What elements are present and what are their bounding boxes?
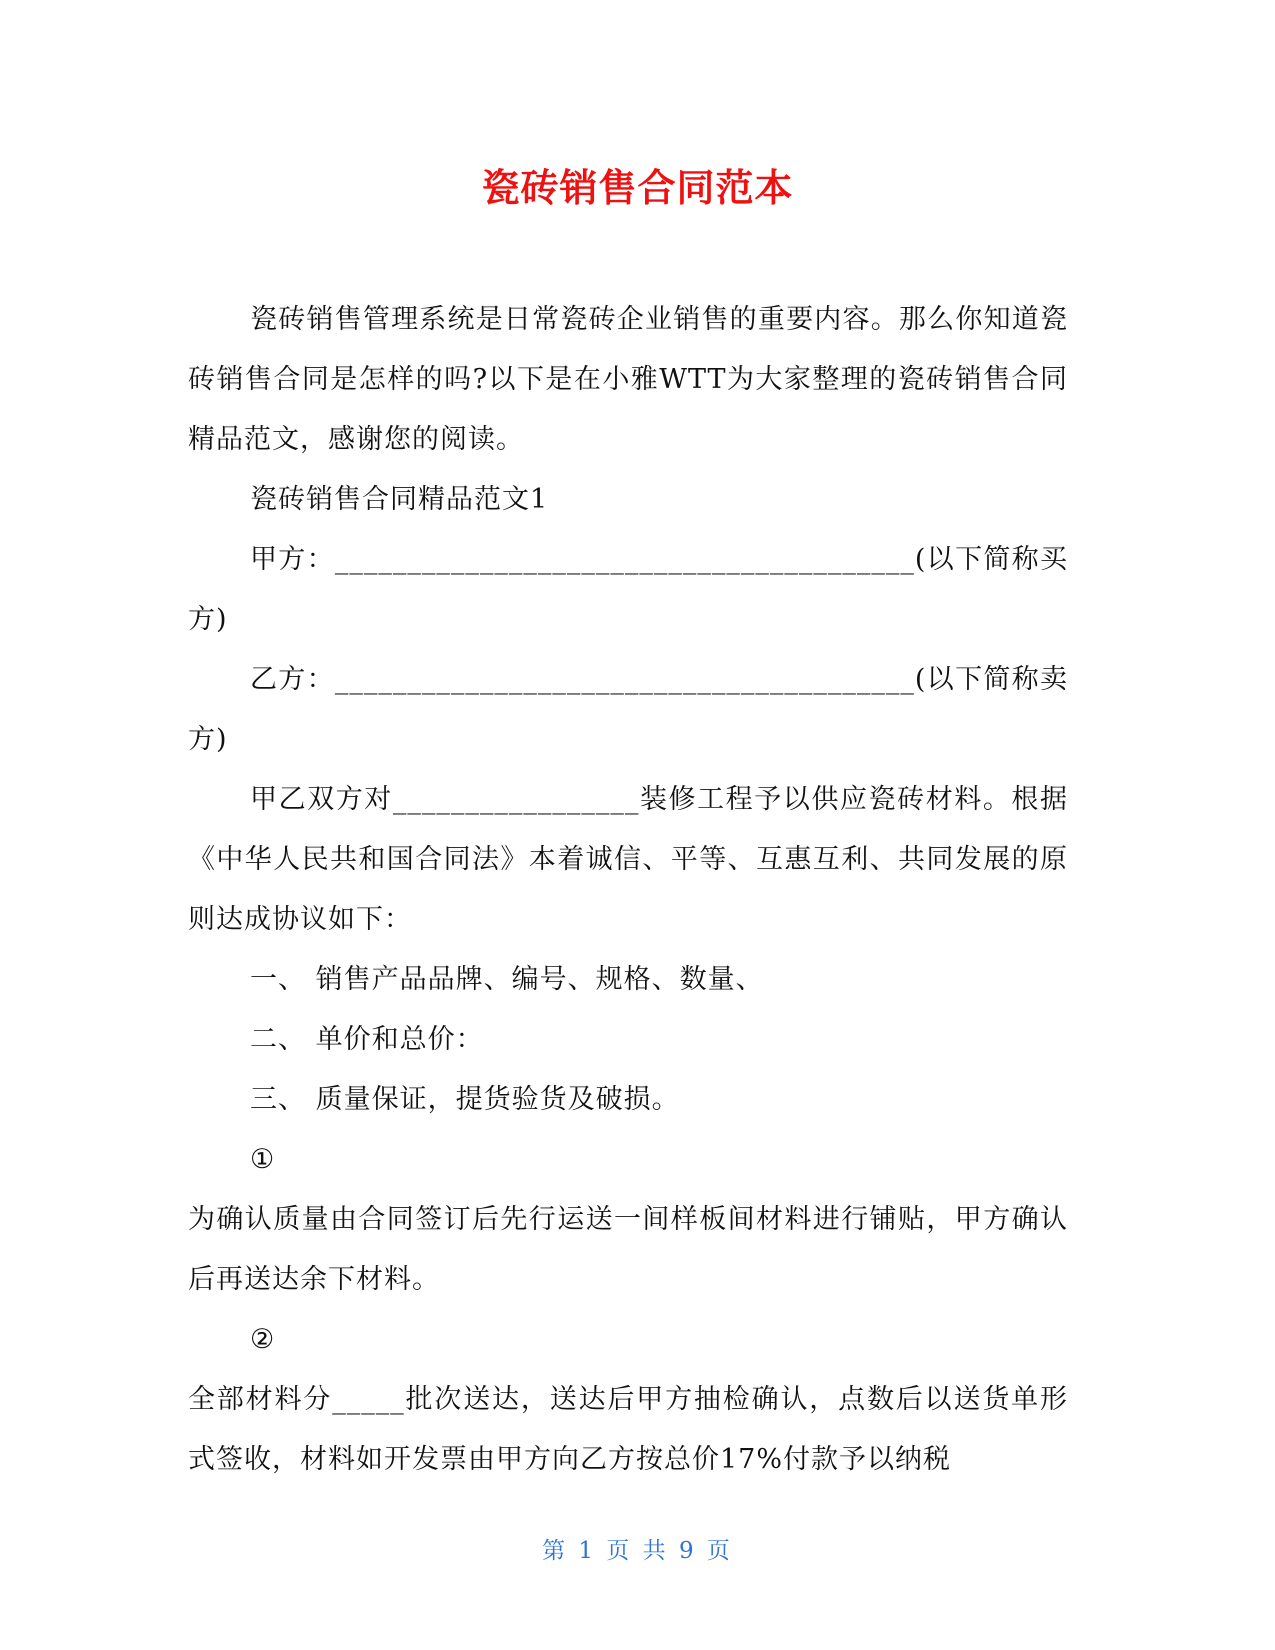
document-title: 瓷砖销售合同范本: [481, 166, 794, 210]
item-2-text: 全部材料分_____批次送达，送达后甲方抽检确认，点数后以送货单形式签收，材料如开发票由甲方向乙方按总价17%付款予以纳税: [188, 1384, 1068, 1475]
party-a-line: 甲方：________________________________________(以下简称买方): [188, 544, 1068, 635]
item-1-text: 为确认质量由合同签订后先行运送一间样板间材料进行铺贴，甲方确认后再送达余下材料。: [188, 1204, 1068, 1295]
intro-paragraph: 瓷砖销售管理系统是日常瓷砖企业销售的重要内容。那么你知道瓷砖销售合同是怎样的吗?以下是在小雅WTT为大家整理的瓷砖销售合同精品范文，感谢您的阅读。: [188, 304, 1068, 455]
item-marker-1: ①: [250, 1144, 276, 1175]
item-marker-2: ②: [250, 1324, 276, 1355]
clause-2: 二、 单价和总价：: [250, 1024, 484, 1055]
document-body: [188, 290, 1068, 1490]
page-number: 第 1 页 共 9 页: [542, 1538, 733, 1564]
clause-3: 三、 质量保证，提货验货及破损。: [250, 1084, 680, 1115]
agreement-paragraph: 甲乙双方对_________________装修工程予以供应瓷砖材料。根据《中华人民共和国合同法》本着诚信、平等、互惠互利、共同发展的原则达成协议如下：: [188, 784, 1068, 935]
section-heading: 瓷砖销售合同精品范文1: [250, 484, 549, 515]
party-b-line: 乙方：________________________________________(以下简称卖方): [188, 664, 1068, 755]
clause-1: 一、 销售产品品牌、编号、规格、数量、: [250, 964, 764, 995]
